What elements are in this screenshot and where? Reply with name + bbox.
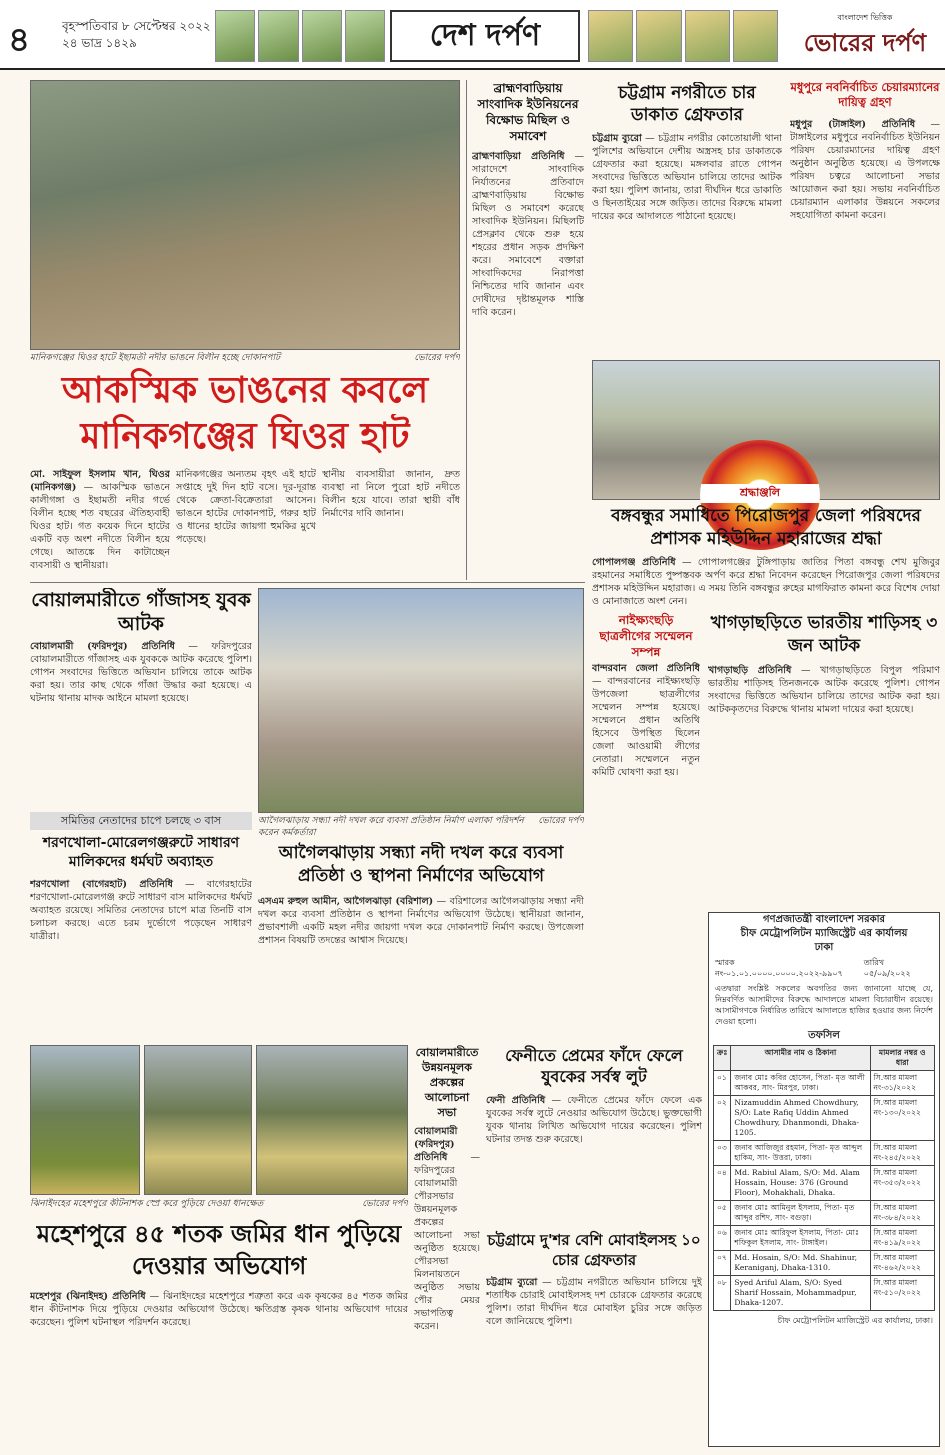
sharankhola-headline: শরণখোলা-মোরেলগঞ্জরুটে সাধারণ মালিকদের ধর্মঘট অব্যাহত [42,835,240,870]
schedule-cell: জনাব মোঃ কবির হোসেন, পিতা- মৃত আলী আকবর, সাং- মিরপুর, ঢাকা। [731,1071,870,1096]
feni-body: ফেনী প্রতিনিধি — ফেনীতে প্রেমের ফাঁদে ফেলে এক যুবকের সর্বস্ব লুটে নেওয়ার অভিযোগ উঠেছে। ভুক্তভোগী যুবক থানায় লিখিত অভিযোগ দায়ের করেছেন। পুলিশ ঘটনার তদন্ত শুরু করেছে। [486,1095,702,1145]
court-notice [708,912,940,1447]
lead-body-col-2 [176,468,316,578]
schedule-cell: সি.আর মামলা নং-৪৬২/২০২২ [870,1251,935,1276]
schedule-header-cell: আসামীর নাম ও ঠিকানা [731,1046,870,1071]
schedule-cell: সি.আর মামলা নং-৩১/২০২২ [870,1071,935,1096]
robbers-text: চট্টগ্রাম নগরীর কোতোয়ালী থানা পুলিশের অভিযানে দেশীয় অস্ত্রসহ চার ডাকাতকে গ্রেফতার করা হয়েছে। মঙ্গলবার রাতে গোপন সংবাদের ভিত্তিতে অভিযান চালিয়ে তাদের আটক করা হয়। পুলিশ জানায়, তারা দীর্ঘদিন ধরে ডাকাতি ও ছিনতাইয়ের সঙ্গে জড়িত। তাদের বিরুদ্ধে মামলা দায়ের করে আদালতে পাঠানো হয়েছে। [592,133,782,222]
notice-date: তারিখ ০৫/০৯/২০২২ [863,958,911,978]
notice-footer: চীফ মেট্রোপলিটন ম্যাজিস্ট্রেট এর কার্যালয়, ঢাকা। [777,1316,933,1325]
schedule-row [714,1276,935,1311]
pirojpur-text: গোপালগঞ্জের টুঙ্গিপাড়ায় জাতির পিতা বঙ্গবন্ধু শেখ মুজিবুর রহমানের সমাধিতে পুষ্পস্তবক অর্পণ করে শ্রদ্ধা নিবেদন করেছেন পিরোজপুর জেলা পরিষদের প্রশাসক মহিউদ্দিন মহারাজ। এ সময় তিনি বঙ্গবন্ধুর রুহের মাগফিরাত কামনা করে বিশেষ দোয়া ও মোনাজাতে অংশ নেন। [592,557,940,607]
sandhya-caption: আগৈলঝাড়ায় সন্ধ্যা নদী দখল করে ব্যবসা প্রতিষ্ঠান নির্মাণ এলাকা পরিদর্শন করেন কর্মকর্তারা [258,816,524,838]
schedule-row [714,1141,935,1166]
schedule-cell: সি.আর মামলা নং-৩৫৩/২০২২ [870,1166,935,1201]
khagrachhari-body: খাগড়াছড়ি প্রতিনিধি — খাগড়াছড়িতে বিপুল পরিমাণ ভারতীয় শাড়িসহ তিনজনকে আটক করেছে পুলিশ। গোপন সংবাদের ভিত্তিতে অভিযান চালিয়ে তাদের আটক করা হয়। আটককৃতদের বিরুদ্ধে থানায় মামলা দায়ের করা হয়েছে। [708,665,940,715]
schedule-row [714,1201,935,1226]
schedule-cell: Syed Ariful Alam, S/O: Syed Sharif Hossain, Mohammadpur, Dhaka-1207. [731,1276,870,1311]
khagrachhari-text: খাগড়াছড়িতে বিপুল পরিমাণ ভারতীয় শাড়িসহ তিনজনকে আটক করেছে পুলিশ। গোপন সংবাদের ভিত্তিতে অভিযান চালিয়ে তাদের আটক করা হয়। আটককৃতদের বিরুদ্ধে থানায় মামলা দায়ের করা হয়েছে। [708,665,940,715]
naikhongchhari-byline: বান্দরবান জেলা প্রতিনিধি [592,663,700,674]
moheshpur-text: ঝিনাইদহের মহেশপুরে শত্রুতা করে এক কৃষকের ৪৫ শতক জমির ধান কীটনাশক দিয়ে পুড়িয়ে দেওয়ার অভিযোগ উঠেছে। ক্ষতিগ্রস্ত কৃষক থানায় অভিযোগ দায়ের করেছেন। পুলিশ ঘটনাস্থল পরিদর্শন করেছে। [30,1291,408,1328]
robbers-body: চট্টগ্রাম ব্যুরো — চট্টগ্রাম নগরীর কোতোয়ালী থানা পুলিশের অভিযানে দেশীয় অস্ত্রসহ চার ডাকাতকে গ্রেফতার করা হয়েছে। মঙ্গলবার রাতে গোপন সংবাদের ভিত্তিতে অভিযান চালিয়ে তাদের আটক করা হয়। পুলিশ জানায়, তারা দীর্ঘদিন ধরে ডাকাতি ও ছিনতাইয়ের সঙ্গে জড়িত। তাদের বিরুদ্ধে মামলা দায়ের করে আদালতে পাঠানো হয়েছে। [592,133,782,222]
sandhya-body: এসএম রুহুল আমীন, আগৈলঝাড়া (বরিশাল) — বরিশালের আগৈলঝাড়ায় সন্ধ্যা নদী দখল করে ব্যবসা প্রতিষ্ঠান ও স্থাপনা নির্মাণের অভিযোগ উঠেছে। স্থানীয়রা জানান, প্রভাবশালী একটি মহল নদীর জায়গা দখল করে দোকানপাট নির্মাণ করছে। উপজেলা প্রশাসন বিষয়টি তদন্তের আশ্বাস দিয়েছে। [258,896,584,946]
paper-name: ভোরের দর্পণ [803,28,927,57]
notice-text: এতদ্বারা সংশ্লিষ্ট সকলের অবগতির জন্য জানানো যাচ্ছে যে, নিম্নবর্ণিত আসামীদের বিরুদ্ধে আদালতে মামলা বিচারাধীন রয়েছে। আসামীগণকে নির্ধারিত তারিখে আদালতে হাজির হওয়ার জন্য নির্দেশ দেওয়া হলো। [715,984,933,1026]
naikhongchhari-headline: নাইক্ষ্যংছড়ি ছাত্রলীগের সম্মেলন সম্পন্ন [599,613,693,659]
paper-tagline: বাংলাদেশ ভিত্তিক [837,13,893,22]
schedule-cell: ০২ [714,1096,731,1141]
schedule-row [714,1251,935,1276]
madhupur-text: টাঙ্গাইলের মধুপুরে নবনির্বাচিত ইউনিয়ন পরিষদ চেয়ারম্যানের দায়িত্ব গ্রহণ অনুষ্ঠান অনুষ্ঠিত হয়েছে। এ উপলক্ষে পরিষদ চত্বরে আলোচনা সভার আয়োজন করা হয়। সভায় নবনির্বাচিত চেয়ারম্যান এলাকার উন্নয়নে সকলের সহযোগিতা কামনা করেন। [790,132,940,221]
moheshpur-body: মহেশপুর (ঝিনাইদহ) প্রতিনিধি — ঝিনাইদহের মহেশপুরে শত্রুতা করে এক কৃষকের ৪৫ শতক জমির ধান কীটনাশক দিয়ে পুড়িয়ে দেওয়ার অভিযোগ উঠেছে। ক্ষতিগ্রস্ত কৃষক থানায় অভিযোগ দায়ের করেছেন। পুলিশ ঘটনাস্থল পরিদর্শন করেছে। [30,1291,408,1328]
robbers-byline: চট্টগ্রাম ব্যুরো [592,133,642,144]
schedule-cell: সি.আর মামলা নং-৫১০/২০২২ [870,1276,935,1311]
moheshpur-photo-3 [256,1045,408,1195]
boalmari-dev-body: বোয়ালমারী (ফরিদপুর) প্রতিনিধি — ফরিদপুরের বোয়ালমারী পৌরসভার উন্নয়নমূলক প্রকল্পের আলোচনা সভা অনুষ্ঠিত হয়েছে। পৌরসভা মিলনায়তনে অনুষ্ঠিত সভায় পৌর মেয়র সভাপতিত্ব করেন। [414,1126,480,1332]
notice-ref-row [709,955,939,981]
sandhya-byline: এসএম রুহুল আমীন, আগৈলঝাড়া (বরিশাল) [258,896,434,907]
sandhya-photo [258,588,584,813]
schedule-cell: ০৩ [714,1141,731,1166]
moheshpur-headline: মহেশপুরে ৪৫ শতক জমির ধান পুড়িয়ে দেওয়ার অভিযোগ [36,1220,402,1280]
issue-date [62,18,211,52]
schedule-cell: জনাব মোঃ আমিনুল ইসলাম, পিতা- মৃত আব্দুর রশিদ, সাং- বগুড়া। [731,1201,870,1226]
schedule-cell: সি.আর মামলা নং-১৩০/২০২২ [870,1096,935,1141]
schedule-cell: ০৬ [714,1226,731,1251]
boalmari-body: বোয়ালমারী (ফরিদপুর) প্রতিনিধি — ফরিদপুরের বোয়ালমারীতে গাঁজাসহ এক যুবককে আটক করেছে পুলিশ। গোপন সংবাদের ভিত্তিতে অভিযান চালিয়ে তাকে আটক করা হয়। তার কাছ থেকে গাঁজা উদ্ধার করা হয়েছে। এ ঘটনায় থানায় মাদক আইনে মামলা হয়েছে। [30,641,252,704]
lead-text-2: মানিকগঞ্জের অন্যতম বৃহৎ এই হাটে সপ্তাহে দুই দিন হাট বসে। দূর-দূরান্ত থেকে ক্রেতা-বিক্রেতারা আসেন। ভাঙনে হাটের দোকানপাট, গরুর হাট ও ধানের হাটের জায়গা হুমকির মুখে পড়েছে। [176,469,316,545]
naikhongchhari-body: বান্দরবান জেলা প্রতিনিধি — বান্দরবানের নাইক্ষ্যংছড়ি উপজেলা ছাত্রলীগের সম্মেলন সম্পন্ন হয়েছে। সম্মেলনে প্রধান অতিথি হিসেবে উপস্থিত ছিলেন জেলা আওয়ামী লীগের নেতারা। সম্মেলনে নতুন কমিটি ঘোষণা করা হয়। [592,663,700,778]
madhupur-headline: মধুপুরে নবনির্বাচিত চেয়ারম্যানের দায়িত্ব গ্রহণ [790,80,940,109]
notice-ref: স্মারক নং-০১.০১.০০০০.০০০০.২০২২-৯৯০৭ [715,958,843,978]
schedule-cell: জনাব মোঃ আরিফুল ইসলাম, পিতা- মোঃ শফিকুল ইসলাম, সাং- টাঙ্গাইল। [731,1226,870,1251]
mobiles-text: চট্টগ্রাম নগরীতে অভিযান চালিয়ে দুই শতাধিক চোরাই মোবাইলসহ দশ চোরকে গ্রেফতার করেছে পুলিশ। তারা দীর্ঘদিন ধরে মোবাইল চুরির সঙ্গে জড়িত বলে জানিয়েছে পুলিশ। [486,1277,702,1327]
notice-schedule [709,1043,939,1313]
schedule-cell: ০৪ [714,1166,731,1201]
khagrachhari-headline: খাগড়াছড়িতে ভারতীয় শাড়িসহ ৩ জন আটক [710,613,938,656]
schedule-row [714,1226,935,1251]
schedule-header-row [714,1046,935,1071]
schedule-body [714,1071,935,1311]
sharankhola-text: বাগেরহাটের শরণখোলা-মোরেলগঞ্জ রুটে সাধারণ বাস মালিকদের ধর্মঘট অব্যাহত রয়েছে। সমিতির নেতাদের চাপে মাত্র তিনটি বাস চলাচল করছে। এতে চরম দুর্ভোগে পড়েছেন সাধারণ যাত্রীরা। [30,879,252,942]
pirojpur-headline: বঙ্গবন্ধুর সমাধিতে পিরোজপুর জেলা পরিষদের প্রশাসক মহিউদ্দিন মহারাজের শ্রদ্ধা [611,506,921,549]
issue-date-line-1: বৃহস্পতিবার ৮ সেপ্টেম্বর ২০২২ [62,19,211,33]
brahmanbaria-byline: ব্রাহ্মণবাড়িয়া প্রতিনিধি [472,151,565,162]
boalmari-dev-byline: বোয়ালমারী (ফরিদপুর) প্রতিনিধি [414,1126,458,1163]
madhupur-body: মধুপুর (টাঙ্গাইল) প্রতিনিধি — টাঙ্গাইলের মধুপুরে নবনির্বাচিত ইউনিয়ন পরিষদ চেয়ারম্যানের দায়িত্ব গ্রহণ অনুষ্ঠান অনুষ্ঠিত হয়েছে। এ উপলক্ষে পরিষদ চত্বরে আলোচনা সভার আয়োজন করা হয়। সভায় নবনির্বাচিত চেয়ারম্যান এলাকার উন্নয়নে সকলের সহযোগিতা কামনা করেন। [790,119,940,221]
moheshpur-byline: মহেশপুর (ঝিনাইদহ) প্রতিনিধি [30,1291,146,1302]
madhupur-byline: মধুপুর (টাঙ্গাইল) প্রতিনিধি [790,119,916,130]
paper-logo [790,12,940,62]
sandhya-headline: আগৈলঝাড়ায় সন্ধ্যা নদী দখল করে ব্যবসা প্রতিষ্ঠা ও স্থাপনা নির্মাণের অভিযোগ [278,843,564,886]
wreath-label: শ্রদ্ধাঞ্জলি [700,484,820,503]
schedule-header-cell: মামলার নম্বর ও ধারা [870,1046,935,1071]
sharankhola-byline: শরণখোলা (বাগেরহাট) প্রতিনিধি [30,879,173,890]
schedule-cell: Md. Rabiul Alam, S/O: Md. Alam Hossain, House: 376 (Ground Floor), Mohakhali, Dhaka. [731,1166,870,1201]
schedule-cell: ০১ [714,1071,731,1096]
boalmari-text: ফরিদপুরের বোয়ালমারীতে গাঁজাসহ এক যুবককে আটক করেছে পুলিশ। গোপন সংবাদের ভিত্তিতে অভিযান চালিয়ে তাকে আটক করা হয়। তার কাছ থেকে গাঁজা উদ্ধার করা হয়েছে। এ ঘটনায় থানায় মাদক আইনে মামলা হয়েছে। [30,641,252,704]
section-title: দেশ দর্পণ [390,10,580,62]
mobiles-body: চট্টগ্রাম ব্যুরো — চট্টগ্রাম নগরীতে অভিযান চালিয়ে দুই শতাধিক চোরাই মোবাইলসহ দশ চোরকে গ্রেফতার করেছে পুলিশ। তারা দীর্ঘদিন ধরে মোবাইল চুরির সঙ্গে জড়িত বলে জানিয়েছে পুলিশ। [486,1277,702,1327]
pirojpur-byline: গোপালগঞ্জ প্রতিনিধি [592,557,676,568]
lead-byline: মো. সাইফুল ইসলাম খান, ঘিওর (মানিকগঞ্জ) [30,469,170,493]
lead-headline-line-1: আকস্মিক ভাঙনের কবলে [61,370,429,411]
masthead-photo-strip-right [588,10,778,62]
notice-office: চীফ মেট্রোপলিটন ম্যাজিস্ট্রেট এর কার্যালয় [740,928,908,939]
sandhya-credit: ভোরের দর্পণ [538,816,584,826]
sharankhola-kicker: সমিতির নেতাদের চাপে চলছে ৩ বাস [30,812,252,830]
schedule-cell: সি.আর মামলা নং-৩৮৪/২০২২ [870,1201,935,1226]
lead-text-3: স্থানীয় ব্যবসায়ীরা জানান, দ্রুত ব্যবস্থা না নিলে পুরো হাট নদীতে বিলীন হয়ে যাবে। তারা স্থায়ী বাঁধ নির্মাণের দাবি জানান। [322,469,460,519]
schedule-row [714,1096,935,1141]
column-divider [466,80,467,580]
sandhya-text: বরিশালের আগৈলঝাড়ায় সন্ধ্যা নদী দখল করে ব্যবসা প্রতিষ্ঠান ও স্থাপনা নির্মাণের অভিযোগ উঠেছে। স্থানীয়রা জানান, প্রভাবশালী একটি মহল নদীর জায়গা দখল করে দোকানপাট নির্মাণ করছে। উপজেলা প্রশাসন বিষয়টি তদন্তের আশ্বাস দিয়েছে। [258,896,584,946]
boalmari-dev-text: ফরিদপুরের বোয়ালমারী পৌরসভার উন্নয়নমূলক প্রকল্পের আলোচনা সভা অনুষ্ঠিত হয়েছে। পৌরসভা মিলনায়তনে অনুষ্ঠিত সভায় পৌর মেয়র সভাপতিত্ব করেন। [414,1165,480,1332]
sharankhola-body: শরণখোলা (বাগেরহাট) প্রতিনিধি — বাগেরহাটের শরণখোলা-মোরেলগঞ্জ রুটে সাধারণ বাস মালিকদের ধর্মঘট অব্যাহত রয়েছে। সমিতির নেতাদের চাপে মাত্র তিনটি বাস চলাচল করছে। এতে চরম দুর্ভোগে পড়েছেন সাধারণ যাত্রীরা। [30,879,252,942]
boalmari-headline: বোয়ালমারীতে গাঁজাসহ যুবক আটক [31,589,251,635]
lead-headline-line-2: মানিকগঞ্জের ঘিওর হাট [80,416,410,457]
moheshpur-credit: ভোরের দর্পণ [362,1199,408,1209]
schedule-cell: ০৭ [714,1251,731,1276]
brahmanbaria-body: ব্রাহ্মণবাড়িয়া প্রতিনিধি — সারাদেশে সাংবাদিক নির্যাতনের প্রতিবাদে ব্রাহ্মণবাড়িয়ায় বিক্ষোভ মিছিল ও সমাবেশ করেছে সাংবাদিক ইউনিয়ন। মিছিলটি প্রেসক্লাব থেকে শুরু হয়ে শহরের প্রধান সড়ক প্রদক্ষিণ করে। সমাবেশে বক্তারা সাংবাদিকদের নিরাপত্তা নিশ্চিতের দাবি জানান এবং দোষীদের দৃষ্টান্তমূলক শাস্তি দাবি করেন। [472,151,584,318]
lead-photo-caption: মানিকগঞ্জের ঘিওর হাটে ইছামতী নদীর ভাঙনে বিলীন হচ্ছে দোকানপাট [30,353,281,363]
feni-headline: ফেনীতে প্রেমের ফাঁদে ফেলে যুবকের সর্বস্ব লুট [505,1046,683,1086]
schedule-cell: সি.আর মামলা নং-২৪৫/২০২২ [870,1141,935,1166]
mobiles-byline: চট্টগ্রাম ব্যুরো [486,1277,538,1288]
schedule-table [713,1045,935,1311]
boalmari-dev-headline: বোয়ালমারীতে উন্নয়নমূলক প্রকল্পের আলোচনা সভা [415,1046,479,1119]
schedule-cell: সি.আর মামলা নং-৪১৯/২০২২ [870,1226,935,1251]
schedule-cell: জনাব আজিজুর রহমান, পিতা- মৃত আব্দুল হাকিম, সাং- উত্তরা, ঢাকা। [731,1141,870,1166]
schedule-cell: ০৮ [714,1276,731,1311]
khagrachhari-byline: খাগড়াছড়ি প্রতিনিধি [708,665,792,676]
moheshpur-photo-2 [144,1045,252,1195]
masthead [0,0,945,70]
lead-body-col-3 [322,468,460,578]
schedule-row [714,1071,935,1096]
feni-byline: ফেনী প্রতিনিধি [486,1095,546,1106]
schedule-header-cell: ক্রঃ [714,1046,731,1071]
moheshpur-photo-1 [30,1045,140,1195]
row-divider [30,582,585,583]
schedule-cell: Nizamuddin Ahmed Chowdhury, S/O: Late Rafiq Uddin Ahmed Chowdhury, Dhanmondi, Dhaka-1205. [731,1096,870,1141]
lead-photo-credit: ভোরের দর্পণ [414,353,460,363]
moheshpur-caption: ঝিনাইদহের মহেশপুরে কীটনাশক স্প্রে করে পুড়িয়ে দেওয়া ধানক্ষেত [30,1199,264,1209]
feni-text: ফেনীতে প্রেমের ফাঁদে ফেলে এক যুবকের সর্বস্ব লুটে নেওয়ার অভিযোগ উঠেছে। ভুক্তভোগী যুবক থানায় লিখিত অভিযোগ দায়ের করেছেন। পুলিশ ঘটনার তদন্ত শুরু করেছে। [486,1095,702,1145]
robbers-headline: চট্টগ্রাম নগরীতে চার ডাকাত গ্রেফতার [618,83,756,125]
schedule-row [714,1166,935,1201]
notice-city: ঢাকা [814,942,834,953]
schedule-cell: ০৫ [714,1201,731,1226]
mobiles-headline: চট্টগ্রামে দু'শর বেশি মোবাইলসহ ১০ চোর গ্রেফতার [487,1231,701,1269]
notice-gov: গণপ্রজাতন্ত্রী বাংলাদেশ সরকার [763,914,885,925]
pirojpur-body: গোপালগঞ্জ প্রতিনিধি — গোপালগঞ্জের টুঙ্গিপাড়ায় জাতির পিতা বঙ্গবন্ধু শেখ মুজিবুর রহমানের সমাধিতে পুষ্পস্তবক অর্পণ করে শ্রদ্ধা নিবেদন করেছেন পিরোজপুর জেলা পরিষদের প্রশাসক মহিউদ্দিন মহারাজ। এ সময় তিনি বঙ্গবন্ধুর রুহের মাগফিরাত কামনা করে বিশেষ দোয়া ও মোনাজাতে অংশ নেন। [592,557,940,607]
issue-date-line-2: ২৪ ভাদ্র ১৪২৯ [62,36,137,50]
page-number: ৪ [8,20,31,60]
masthead-photo-strip-left [215,10,385,62]
lead-body-col-1: মো. সাইফুল ইসলাম খান, ঘিওর (মানিকগঞ্জ) — আকস্মিক ভাঙনে কালীগঙ্গা ও ইছামতী নদীর গর্ভে বিলীন হচ্ছে শত বছরের ঐতিহ্যবাহী ঘিওর হাট। গত কয়েক দিনে হাটের একটি বড় অংশ নদীতে বিলীন হয়ে গেছে। আতঙ্কে দিন কাটাচ্ছেন ব্যবসায়ী ও স্থানীয়রা। [30,469,170,571]
lead-text-1: আকস্মিক ভাঙনে কালীগঙ্গা ও ইছামতী নদীর গর্ভে বিলীন হচ্ছে শত বছরের ঐতিহ্যবাহী ঘিওর হাট। গত কয়েক দিনে হাটের একটি বড় অংশ নদীতে বিলীন হয়ে গেছে। আতঙ্কে দিন কাটাচ্ছেন ব্যবসায়ী ও স্থানীয়রা। [30,482,170,571]
notice-schedule-title: তফসিল [808,1030,840,1041]
lead-photo [30,80,460,350]
brahmanbaria-headline: ব্রাহ্মণবাড়িয়ায় সাংবাদিক ইউনিয়নের বিক্ষোভ মিছিল ও সমাবেশ [477,81,579,143]
schedule-cell: Md. Hosain, S/O: Md. Shahinur, Keraniganj, Dhaka-1310. [731,1251,870,1276]
naikhongchhari-text: বান্দরবানের নাইক্ষ্যংছড়ি উপজেলা ছাত্রলীগের সম্মেলন সম্পন্ন হয়েছে। সম্মেলনে প্রধান অতিথি হিসেবে উপস্থিত ছিলেন জেলা আওয়ামী লীগের নেতারা। সম্মেলনে নতুন কমিটি ঘোষণা করা হয়। [592,676,700,778]
boalmari-byline: বোয়ালমারী (ফরিদপুর) প্রতিনিধি [30,641,175,652]
brahmanbaria-text: সারাদেশে সাংবাদিক নির্যাতনের প্রতিবাদে ব্রাহ্মণবাড়িয়ায় বিক্ষোভ মিছিল ও সমাবেশ করেছে সাংবাদিক ইউনিয়ন। মিছিলটি প্রেসক্লাব থেকে শুরু হয়ে শহরের প্রধান সড়ক প্রদক্ষিণ করে। সমাবেশে বক্তারা সাংবাদিকদের নিরাপত্তা নিশ্চিতের দাবি জানান এবং দোষীদের দৃষ্টান্তমূলক শাস্তি দাবি করেন। [472,164,584,318]
